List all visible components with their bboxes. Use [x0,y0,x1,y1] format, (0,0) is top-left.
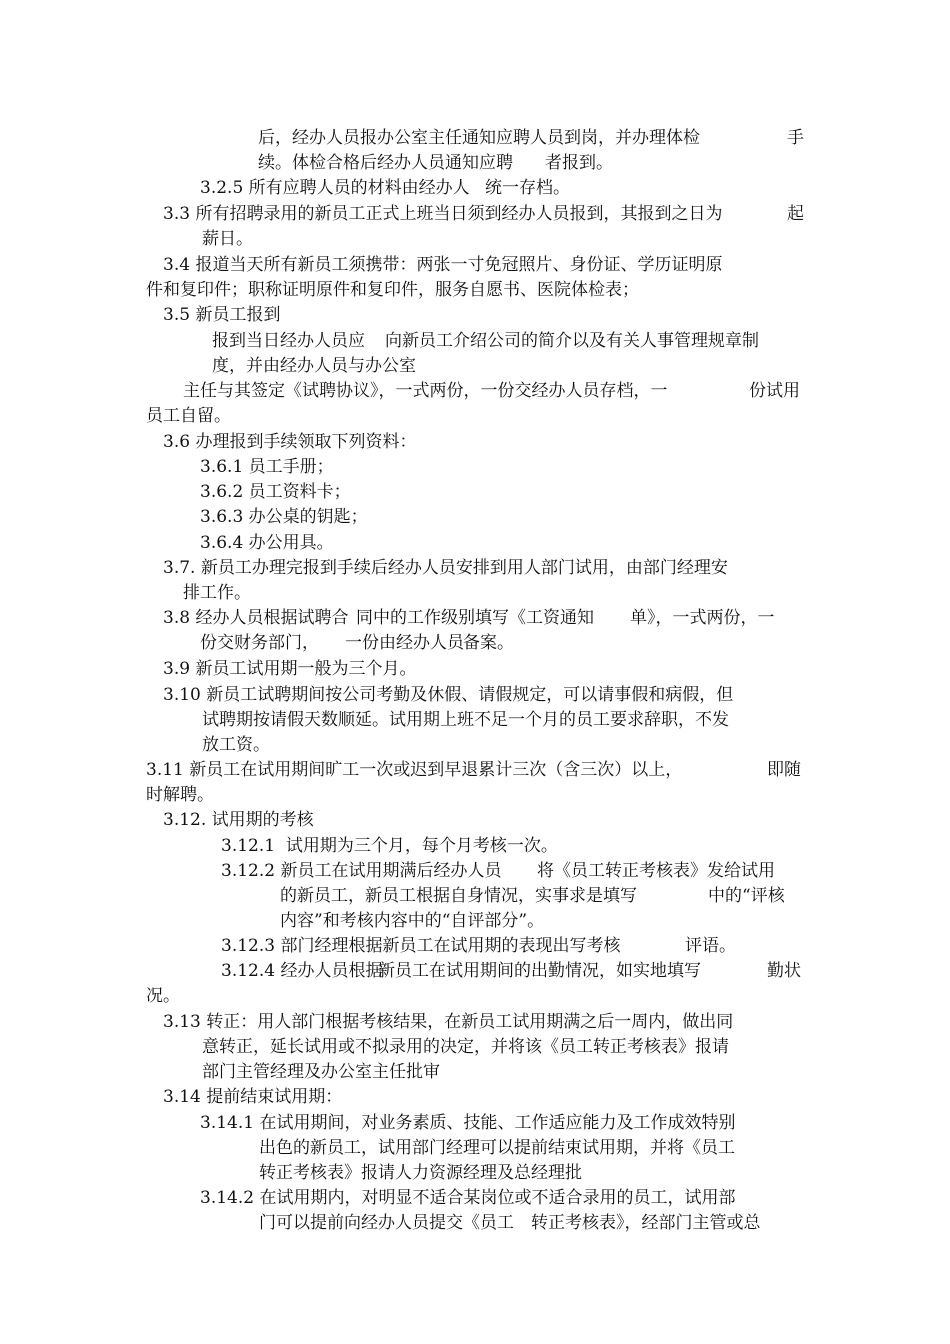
text-line: 3.7. 新员工办理完报到手续后经办人员安排到用人部门试用，由部门经理安 [163,558,728,578]
text-line: 3.9 新员工试用期一般为三个月。 [163,659,417,679]
text-line: 3.12. 试用期的考核 [163,810,314,830]
text-line: 意转正，延长试用或不拟录用的决定，并将该《员工转正考核表》报请 [202,1037,729,1057]
text-line: 将《员工转正考核表》发给试用 [537,861,775,881]
text-line: 3.5 新员工报到 [163,305,281,325]
text-line: 同中的工作级别填写《工资通知 [356,608,594,628]
text-line: 时解聘。 [146,785,214,805]
text-line: 员工自留。 [146,406,231,426]
text-line: 续。体检合格后经办人员通知应聘 [258,153,513,173]
text-line: 转正考核表》报请人力资源经理及总经理批 [259,1163,582,1183]
text-line: 向新员工介绍公司的简介以及有关人事管理规章制 [385,331,759,351]
text-line: 新员工在试用期间的出勤情况，如实地填写 [378,961,701,981]
text-line: 3.6.2 员工资料卡； [200,482,351,502]
text-line: 3.12.1 试用期为三个月，每个月考核一次。 [221,836,558,856]
text-line: 评语。 [685,936,736,956]
text-line: 度，并由经办人员与办公室 [212,356,416,376]
text-line: 的新员工，新员工根据自身情况，实事求是填写 [280,886,637,906]
text-line: 3.11 新员工在试用期间旷工一次或迟到早退累计三次（含三次）以上， [146,760,683,780]
text-line: 一份由经办人员 [345,633,464,653]
text-line: 3.6.3 办公桌的钥匙； [200,507,368,527]
text-line: 报到当日经办人员应 [212,331,365,351]
text-line: 中的“评核 [708,886,785,906]
text-line: 3.14 提前结束试用期： [163,1087,343,1107]
text-line: 勤状 [767,961,801,981]
text-line: 3.8 经办人员根据试聘合 [163,608,349,628]
text-line: 3.3 所有招聘录用的新员工正式上班当日须到经办人员报到，其报到之日为 [163,204,723,224]
text-line: 3.12.4 经办人员根据 [221,961,383,981]
text-line: 3.14.2 在试用期内，对明显不适合某岗位或不适合录用的员工，试用部 [200,1188,736,1208]
text-line: 件和复印件；职称证明原件和复印件，服务自愿书、医院体检表； [146,280,639,300]
text-line: 份试用 [749,381,800,401]
text-line: 主任与其签定《试聘协议》，一式两份，一份交经办人员存档，一 [183,381,668,401]
text-line: 者报到。 [545,153,613,173]
text-line: 3.13 转正：用人部门根据考核结果，在新员工试用期满之后一周内，做出同 [163,1012,734,1032]
text-line: 3.6 办理报到手续领取下列资料： [163,432,417,452]
text-line: 3.6.4 办公用具。 [200,533,334,553]
text-line: 放工资。 [202,735,270,755]
text-line: 3.14.1 在试用期间，对业务素质、技能、工作适应能力及工作成效特别 [200,1113,736,1133]
text-line: 备案。 [463,633,514,653]
text-line: 单》，一式两份，一 [630,608,775,628]
text-line: 转正考核表》，经部门主管或总 [531,1213,761,1233]
text-line: 3.2.5 所有应聘人员的材料由经办人 [200,178,470,198]
text-line: 薪日。 [202,229,253,249]
text-line: 手 [787,128,804,148]
text-line: 统一存档。 [485,178,570,198]
text-line: 试聘期按请假天数顺延。试用期上班不足一个月的员工要求辞职，不发 [202,710,729,730]
text-line: 3.12.2 新员工在试用期满后经办人员 [221,861,502,881]
text-line: 份交财务部门， [200,633,319,653]
text-line: 3.12.3 部门经理根据新员工在试用期的表现出写考核 [221,936,621,956]
text-line: 即随 [767,760,801,780]
text-line: 3.6.1 员工手册； [200,457,334,477]
text-line: 况。 [146,986,180,1006]
text-line: 起 [787,204,804,224]
text-line: 3.10 新员工试聘期间按公司考勤及休假、请假规定，可以请事假和病假，但 [163,685,734,705]
text-line: 内容”和考核内容中的“自评部分”。 [280,911,545,931]
text-line: 门可以提前向经办人员提交《员工 [259,1213,514,1233]
text-line: 部门主管经理及办公室主任批审 [202,1062,440,1082]
text-line: 排工作。 [183,583,251,603]
text-line: 后，经办人员报办公室主任通知应聘人员到岗，并办理体检 [258,128,700,148]
text-line: 3.4 报道当天所有新员工须携带：两张一寸免冠照片、身份证、学历证明原 [163,255,723,275]
text-line: 出色的新员工，试用部门经理可以提前结束试用期，并将《员工 [259,1138,735,1158]
